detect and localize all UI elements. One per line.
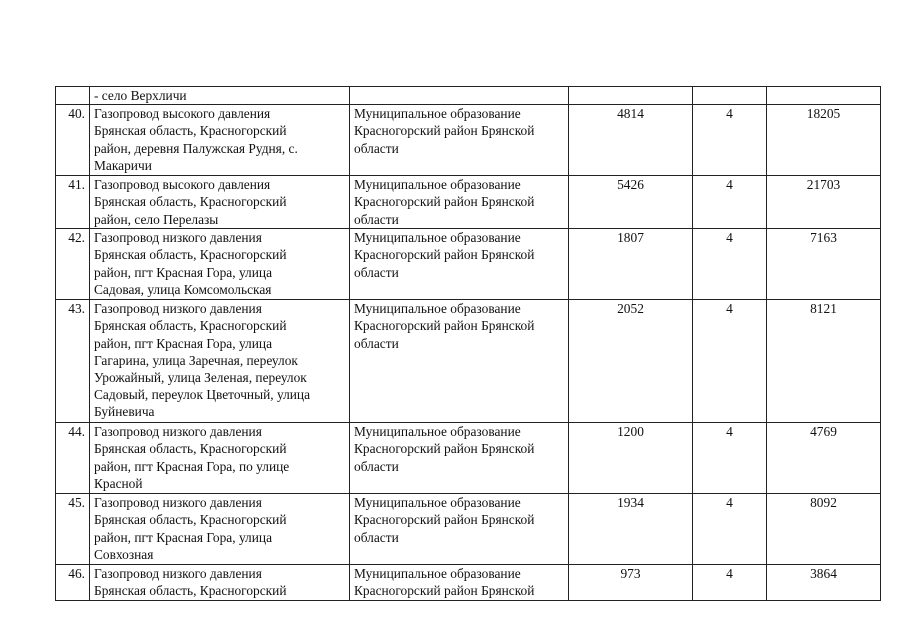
object-name: Газопровод низкого давления Брянская область, Красногорский район, пгт Красная Гора, улица Гагарина, улица Заречная, переулок Урожайный, улица Зеленая, переулок Садовый, переулок Цветочный, улица Буйневича	[90, 300, 350, 423]
table-row	[56, 105, 881, 176]
row-number: 40.	[56, 105, 90, 176]
owner: Муниципальное образование Красногорский район Брянской области	[350, 300, 569, 423]
table-row	[56, 423, 881, 494]
length-value: 5426	[569, 176, 693, 229]
area-value: 7163	[767, 229, 881, 300]
length-value	[569, 87, 693, 105]
diameter-value: 4	[693, 565, 767, 600]
table-row	[56, 300, 881, 423]
length-value: 973	[569, 565, 693, 600]
length-value: 1934	[569, 494, 693, 565]
table-row	[56, 229, 881, 300]
table-row	[56, 176, 881, 229]
row-number: 42.	[56, 229, 90, 300]
length-value: 1807	[569, 229, 693, 300]
object-name: Газопровод низкого давления Брянская область, Красногорский район, пгт Красная Гора, улица Совхозная	[90, 494, 350, 565]
row-number: 43.	[56, 300, 90, 423]
object-name: Газопровод низкого давления Брянская область, Красногорский	[90, 565, 350, 600]
object-name: Газопровод низкого давления Брянская область, Красногорский район, пгт Красная Гора, по улице Красной	[90, 423, 350, 494]
owner: Муниципальное образование Красногорский район Брянской области	[350, 176, 569, 229]
area-value: 8092	[767, 494, 881, 565]
gas-pipeline-table	[55, 86, 881, 601]
owner: Муниципальное образование Красногорский район Брянской области	[350, 105, 569, 176]
diameter-value: 4	[693, 176, 767, 229]
owner	[350, 87, 569, 105]
owner: Муниципальное образование Красногорский район Брянской	[350, 565, 569, 600]
row-number: 44.	[56, 423, 90, 494]
row-number: 45.	[56, 494, 90, 565]
object-name: Газопровод высокого давления Брянская область, Красногорский район, село Перелазы	[90, 176, 350, 229]
area-value: 3864	[767, 565, 881, 600]
table-row	[56, 87, 881, 105]
row-number: 41.	[56, 176, 90, 229]
area-value	[767, 87, 881, 105]
row-number	[56, 87, 90, 105]
owner: Муниципальное образование Красногорский район Брянской области	[350, 494, 569, 565]
diameter-value: 4	[693, 229, 767, 300]
diameter-value	[693, 87, 767, 105]
owner: Муниципальное образование Красногорский район Брянской области	[350, 229, 569, 300]
length-value: 4814	[569, 105, 693, 176]
diameter-value: 4	[693, 105, 767, 176]
row-number: 46.	[56, 565, 90, 600]
owner: Муниципальное образование Красногорский район Брянской области	[350, 423, 569, 494]
diameter-value: 4	[693, 494, 767, 565]
area-value: 21703	[767, 176, 881, 229]
table-row	[56, 494, 881, 565]
area-value: 18205	[767, 105, 881, 176]
object-name: Газопровод низкого давления Брянская область, Красногорский район, пгт Красная Гора, улица Садовая, улица Комсомольская	[90, 229, 350, 300]
area-value: 8121	[767, 300, 881, 423]
object-name: - село Верхличи	[90, 87, 350, 105]
diameter-value: 4	[693, 300, 767, 423]
length-value: 1200	[569, 423, 693, 494]
object-name: Газопровод высокого давления Брянская область, Красногорский район, деревня Палужская Рудня, с. Макаричи	[90, 105, 350, 176]
diameter-value: 4	[693, 423, 767, 494]
length-value: 2052	[569, 300, 693, 423]
table-row	[56, 565, 881, 600]
area-value: 4769	[767, 423, 881, 494]
